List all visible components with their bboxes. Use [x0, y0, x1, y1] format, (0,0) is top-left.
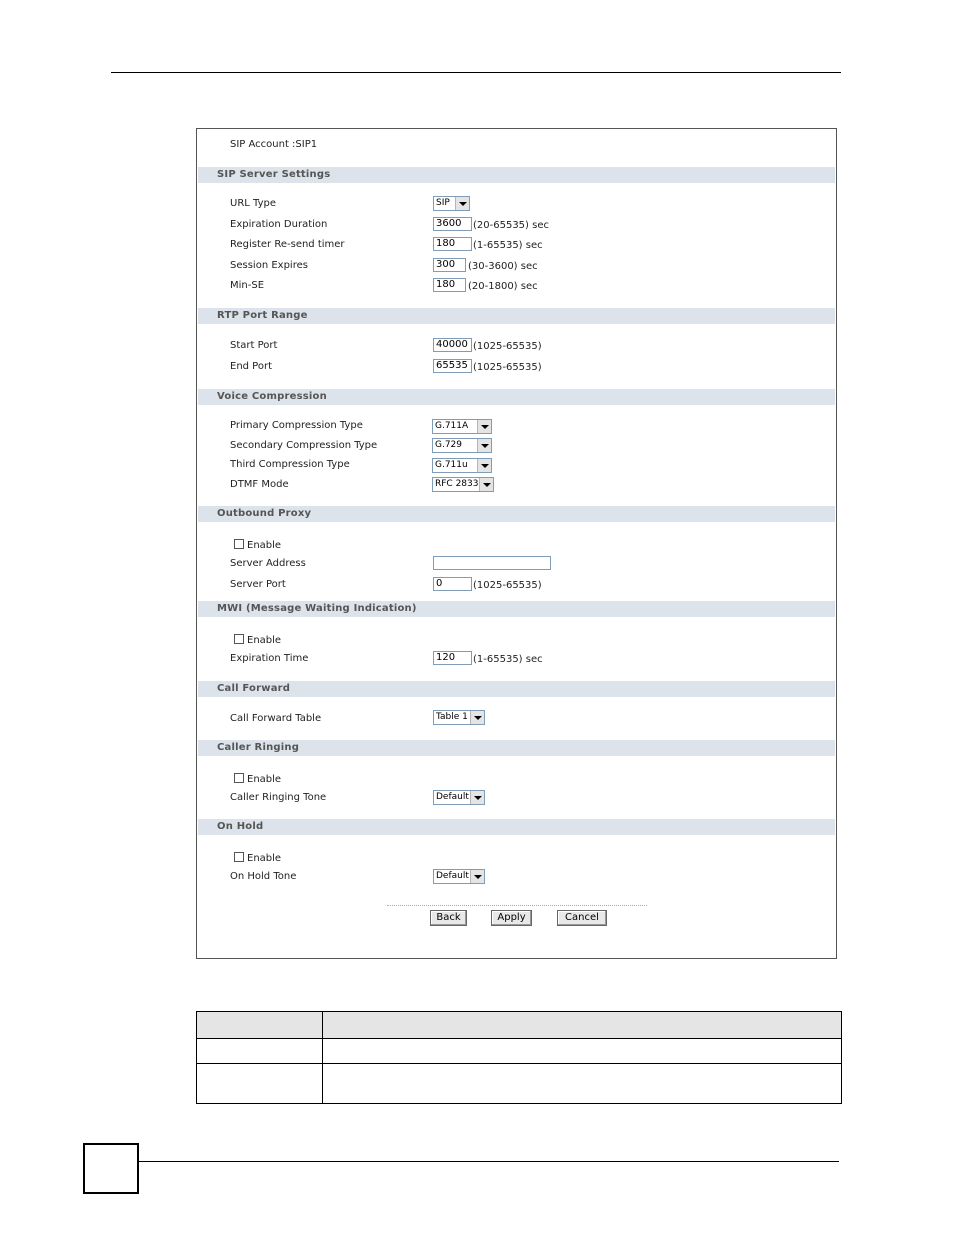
- mwi-enable-checkbox[interactable]: [234, 634, 244, 644]
- table-header-row: [197, 1012, 842, 1039]
- expiration-time-hint: (1-65535) sec: [473, 654, 543, 665]
- start-port-label: Start Port: [230, 340, 278, 351]
- secondary-compression-select[interactable]: G.729: [432, 438, 492, 453]
- expiration-duration-label: Expiration Duration: [230, 219, 328, 230]
- third-compression-label: Third Compression Type: [230, 459, 350, 470]
- table-cell: [323, 1064, 842, 1104]
- chevron-down-icon: [479, 478, 493, 491]
- section-rtp-port-range: RTP Port Range: [198, 308, 835, 324]
- cancel-button[interactable]: Cancel: [557, 910, 607, 926]
- table-cell: [197, 1039, 323, 1064]
- section-call-forward: Call Forward: [198, 681, 835, 697]
- register-resend-label: Register Re-send timer: [230, 239, 345, 250]
- server-port-label: Server Port: [230, 579, 286, 590]
- caller-ringing-tone-select[interactable]: Default: [433, 790, 485, 805]
- min-se-label: Min-SE: [230, 280, 265, 291]
- session-expires-label: Session Expires: [230, 260, 308, 271]
- footer-rule: [139, 1161, 839, 1162]
- end-port-hint: (1025-65535): [473, 362, 542, 373]
- primary-compression-label: Primary Compression Type: [230, 420, 363, 431]
- end-port-label: End Port: [230, 361, 273, 372]
- chevron-down-icon: [470, 711, 484, 724]
- chevron-down-icon: [470, 870, 484, 883]
- header-rule: [111, 72, 841, 73]
- call-forward-table-select[interactable]: Table 1: [433, 710, 485, 725]
- secondary-compression-label: Secondary Compression Type: [230, 440, 378, 451]
- caller-ringing-enable-label: Enable: [247, 774, 282, 785]
- section-mwi: MWI (Message Waiting Indication): [198, 601, 835, 617]
- outbound-enable-checkbox[interactable]: [234, 539, 244, 549]
- button-separator: [387, 905, 647, 906]
- expiration-time-input[interactable]: 120: [433, 651, 472, 665]
- min-se-hint: (20-1800) sec: [468, 281, 538, 292]
- start-port-input[interactable]: 40000: [433, 338, 472, 352]
- table-row: [197, 1039, 842, 1064]
- on-hold-tone-label: On Hold Tone: [230, 871, 297, 882]
- chevron-down-icon: [477, 459, 491, 472]
- table-header-cell: [323, 1012, 842, 1039]
- third-compression-select[interactable]: G.711u: [432, 458, 492, 473]
- on-hold-tone-select[interactable]: Default: [433, 869, 485, 884]
- on-hold-enable-checkbox[interactable]: [234, 852, 244, 862]
- session-expires-hint: (30-3600) sec: [468, 261, 538, 272]
- apply-button[interactable]: Apply: [491, 910, 532, 926]
- section-voice-compression: Voice Compression: [198, 389, 835, 405]
- caller-ringing-enable-checkbox[interactable]: [234, 773, 244, 783]
- chevron-down-icon: [477, 420, 491, 433]
- dtmf-mode-label: DTMF Mode: [230, 479, 289, 490]
- register-resend-input[interactable]: 180: [433, 237, 472, 251]
- server-address-input[interactable]: [433, 556, 551, 570]
- table-cell: [323, 1039, 842, 1064]
- server-port-input[interactable]: 0: [433, 577, 472, 591]
- page-number-box: [83, 1143, 139, 1194]
- section-sip-server: SIP Server Settings: [198, 167, 835, 183]
- expiration-duration-hint: (20-65535) sec: [473, 220, 549, 231]
- sip-account-panel: [196, 128, 837, 959]
- session-expires-input[interactable]: 300: [433, 258, 466, 272]
- url-type-label: URL Type: [230, 198, 276, 209]
- dtmf-mode-select[interactable]: RFC 2833: [432, 477, 494, 492]
- server-address-label: Server Address: [230, 558, 306, 569]
- chevron-down-icon: [470, 791, 484, 804]
- register-resend-hint: (1-65535) sec: [473, 240, 543, 251]
- account-title: SIP Account :SIP1: [230, 139, 318, 150]
- end-port-input[interactable]: 65535: [433, 359, 472, 373]
- section-outbound-proxy: Outbound Proxy: [198, 506, 835, 522]
- back-button[interactable]: Back: [430, 910, 467, 926]
- table-row: [197, 1064, 842, 1104]
- table-cell: [197, 1064, 323, 1104]
- url-type-select[interactable]: SIP: [433, 196, 470, 211]
- table-header-cell: [197, 1012, 323, 1039]
- expiration-time-label: Expiration Time: [230, 653, 309, 664]
- on-hold-enable-label: Enable: [247, 853, 282, 864]
- server-port-hint: (1025-65535): [473, 580, 542, 591]
- description-table: [196, 1011, 842, 1104]
- caller-ringing-tone-label: Caller Ringing Tone: [230, 792, 327, 803]
- section-on-hold: On Hold: [198, 819, 835, 835]
- mwi-enable-label: Enable: [247, 635, 282, 646]
- expiration-duration-input[interactable]: 3600: [433, 217, 472, 231]
- call-forward-table-label: Call Forward Table: [230, 713, 322, 724]
- start-port-hint: (1025-65535): [473, 341, 542, 352]
- chevron-down-icon: [455, 197, 469, 210]
- min-se-input[interactable]: 180: [433, 278, 466, 292]
- primary-compression-select[interactable]: G.711A: [432, 419, 492, 434]
- chevron-down-icon: [477, 439, 491, 452]
- outbound-enable-label: Enable: [247, 540, 282, 551]
- section-caller-ringing: Caller Ringing: [198, 740, 835, 756]
